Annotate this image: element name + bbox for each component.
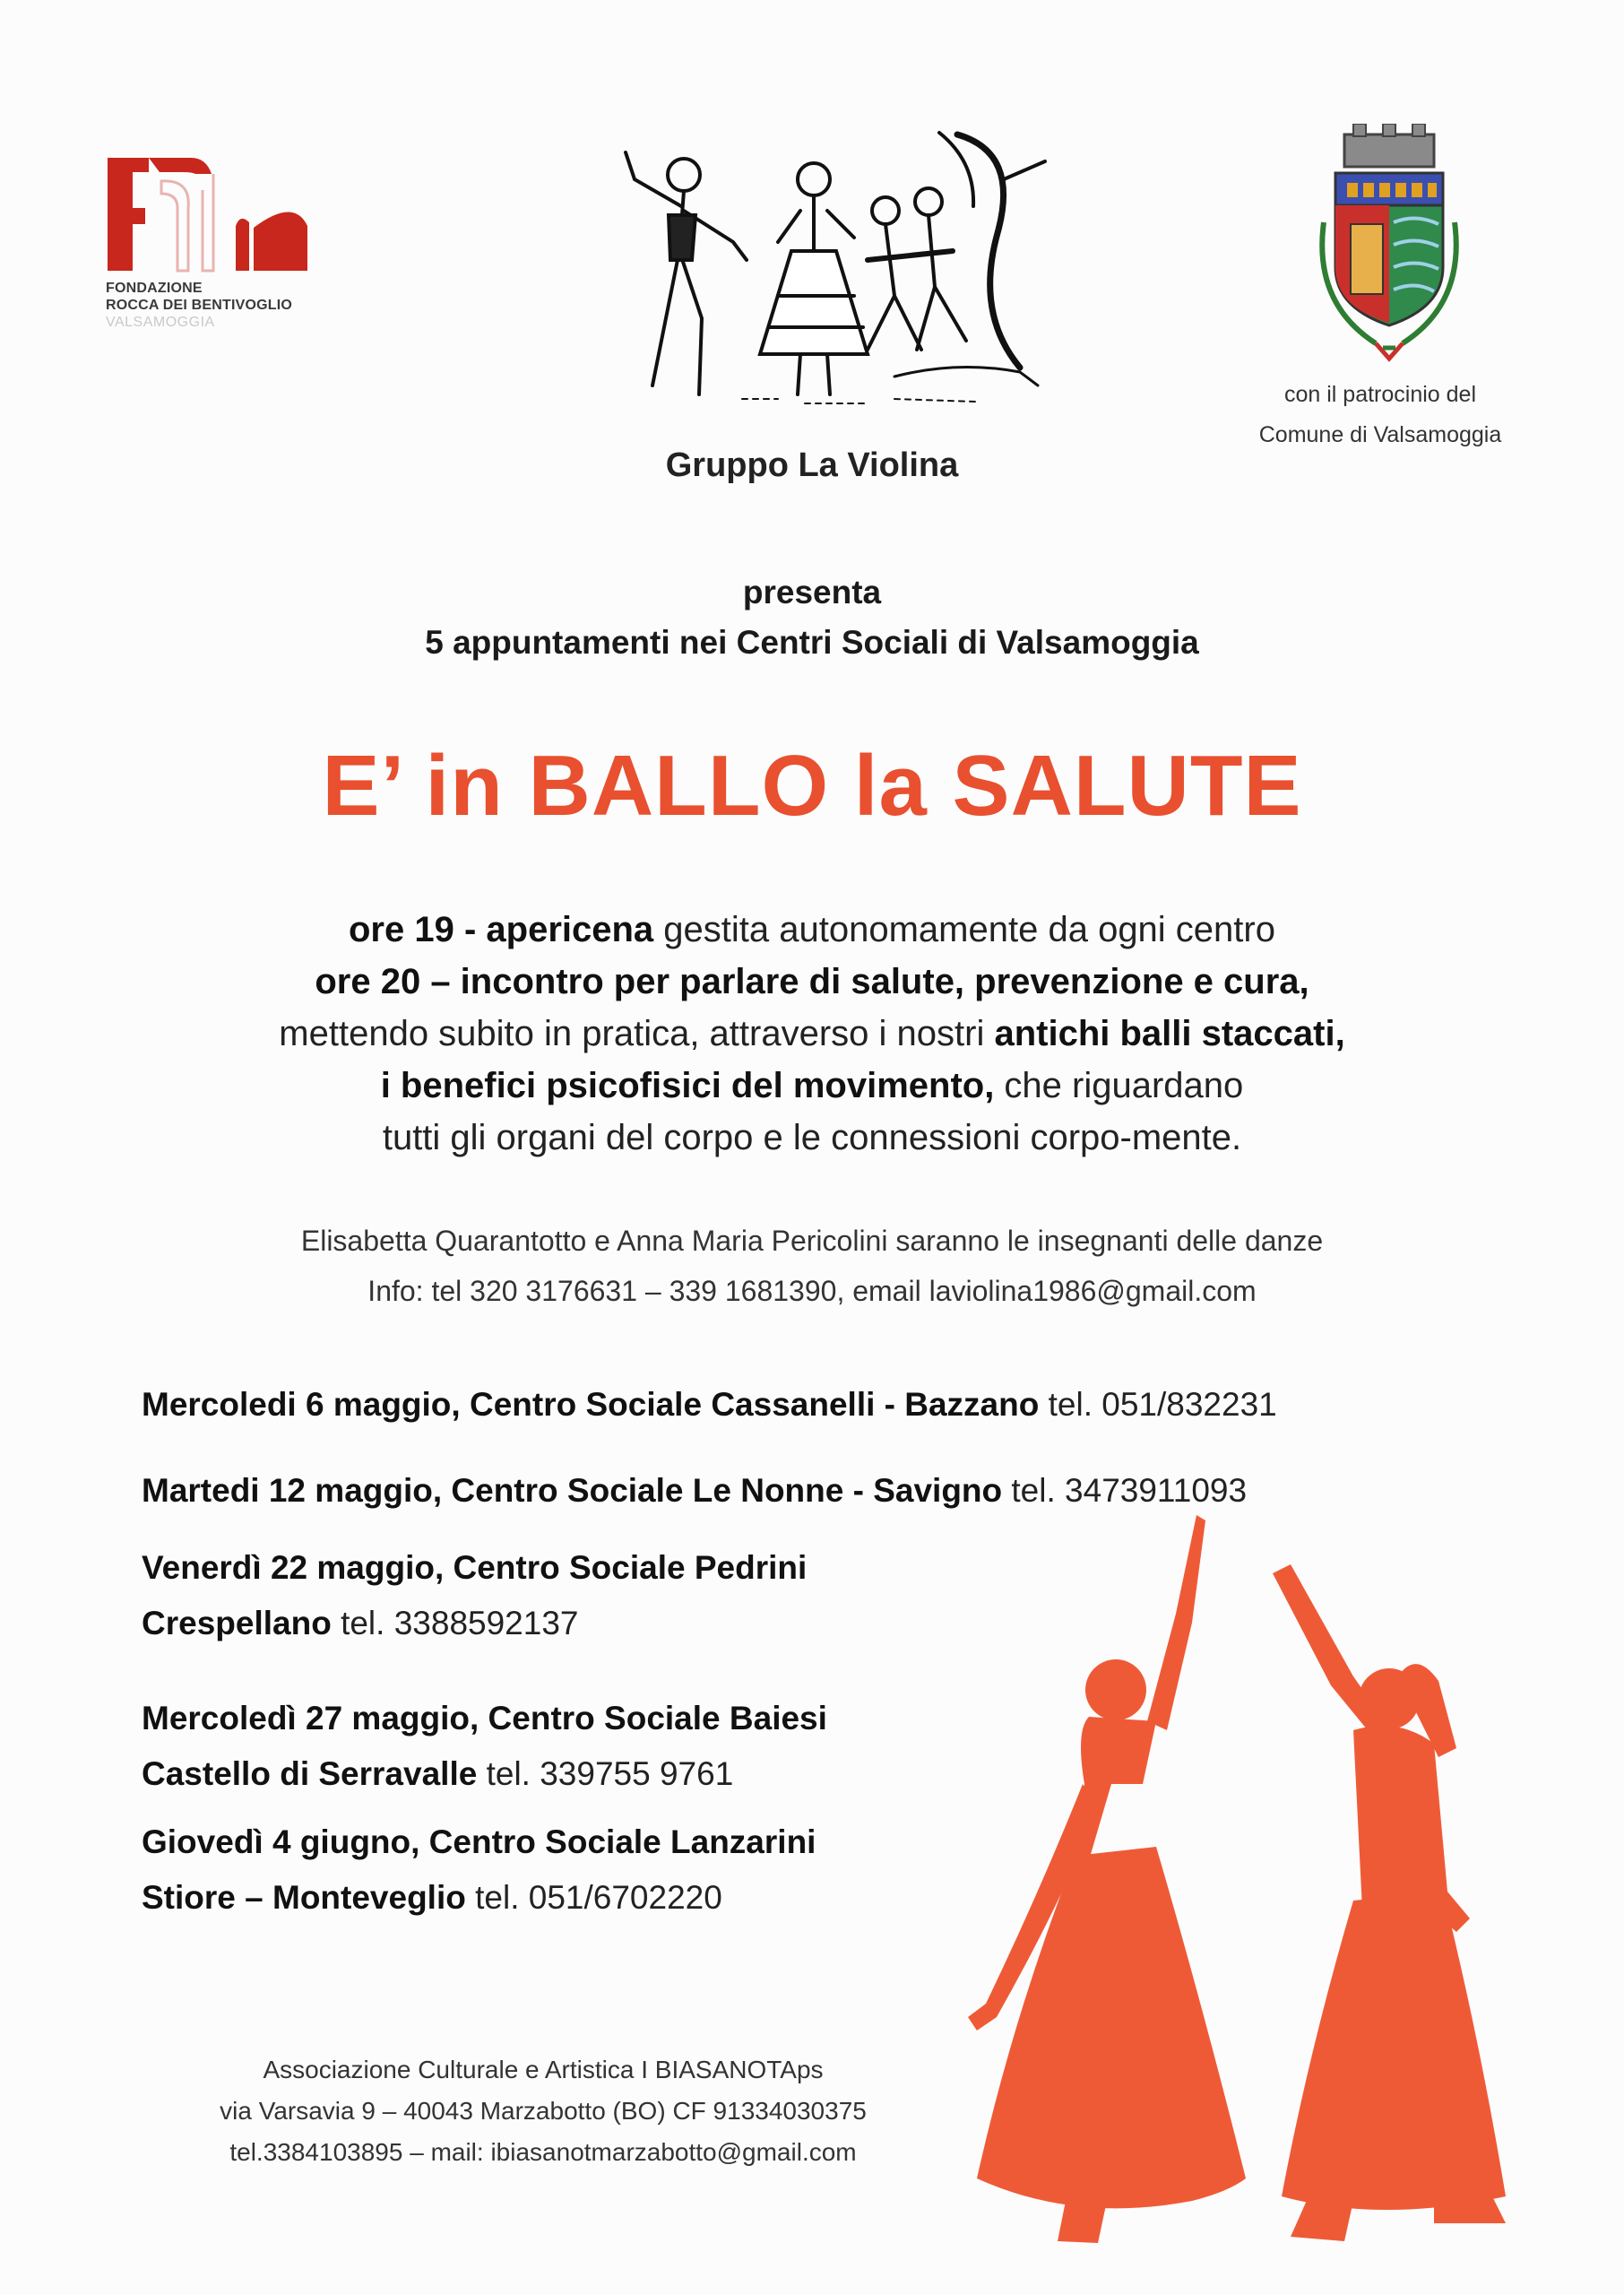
event-1-title: Mercoledi 6 maggio, Centro Sociale Cassanelli - Bazzano (142, 1386, 1040, 1423)
program-line5 (95, 1112, 1529, 1164)
event-4-place: Castello di Serravalle (142, 1755, 478, 1792)
event-2-title: Martedi 12 maggio, Centro Sociale Le Nonne - Savigno (142, 1472, 1003, 1509)
association-line2: via Varsavia 9 – 40043 Marzabotto (BO) CF 91334030375 (220, 2097, 867, 2125)
program-line3-bold: antichi balli staccati, (994, 1014, 1345, 1053)
patrocinio-line2: Comune di Valsamoggia (1258, 422, 1502, 447)
event-3-tel: tel. 3388592137 (331, 1605, 579, 1641)
event-3-place: Crespellano (142, 1605, 332, 1641)
event-2 (142, 1463, 1540, 1519)
event-5 (142, 1814, 1038, 1926)
page-title: E’ in BALLO la SALUTE (322, 738, 1302, 834)
event-2-tel: tel. 3473911093 (1002, 1472, 1248, 1509)
dance-engraving (599, 126, 1047, 408)
program-line4-bold: i benefici psicofisici del movimento, (380, 1066, 995, 1105)
event-4-title: Mercoledì 27 maggio, Centro Sociale Baiesi (142, 1700, 827, 1736)
association-line3: tel.3384103895 – mail: ibiasanotmarzabotto@gmail.com (229, 2138, 857, 2166)
program-line5-plain: tutti gli organi del corpo e le connessioni corpo-mente. (382, 1118, 1242, 1157)
association-footer (95, 2049, 991, 2173)
comune-crest (1304, 124, 1474, 366)
dance-engraving-icon (599, 126, 1047, 408)
program-line4-rest: che riguardano (994, 1066, 1244, 1105)
event-1 (142, 1377, 1540, 1433)
program-line1-bold: ore 19 - apericena (349, 910, 654, 949)
program-block (95, 904, 1529, 1164)
patrocinio-block (1201, 375, 1559, 455)
fondazione-line1: FONDAZIONE (106, 281, 203, 296)
info-contacts: Info: tel 320 3176631 – 339 1681390, email laviolina1986@gmail.com (367, 1275, 1257, 1307)
fondazione-logo-icon (106, 154, 321, 275)
event-5-title: Giovedì 4 giugno, Centro Sociale Lanzarini (142, 1823, 816, 1860)
program-line2-bold: ore 20 – incontro per parlare di salute, prevenzione e cura, (315, 962, 1309, 1001)
teachers-text: Elisabetta Quarantotto e Anna Maria Pericolini saranno le insegnanti delle danze (300, 1225, 1324, 1257)
program-line3 (95, 1008, 1529, 1060)
event-5-place: Stiore – Monteveglio (142, 1879, 466, 1916)
comune-crest-icon (1304, 124, 1474, 366)
dancers-silhouette-icon (932, 1515, 1542, 2250)
group-name: Gruppo La Violina (665, 446, 959, 484)
event-1-tel: tel. 051/832231 (1039, 1386, 1277, 1423)
event-5-tel: tel. 051/6702220 (465, 1879, 722, 1916)
fondazione-line3: VALSAMOGGIA (106, 315, 215, 330)
program-line1-rest: gestita autonomamente da ogni centro (653, 910, 1275, 949)
event-3-title: Venerdì 22 maggio, Centro Sociale Pedrini (142, 1549, 808, 1586)
event-4 (142, 1691, 1038, 1802)
appointments-subtitle: 5 appuntamenti nei Centri Sociali di Valsamoggia (425, 624, 1199, 661)
association-line1: Associazione Culturale e Artistica I BIASANOTAps (263, 2056, 824, 2083)
patrocinio-line1: con il patrocinio del (1283, 382, 1476, 407)
program-line1 (95, 904, 1529, 956)
program-line3-plain: mettendo subito in pratica, attraverso i nostri (279, 1014, 995, 1053)
program-line4 (95, 1060, 1529, 1112)
fondazione-line2: ROCCA DEI BENTIVOGLIO (106, 298, 293, 313)
program-line2 (95, 956, 1529, 1008)
event-3 (142, 1540, 1038, 1651)
presenta-text: presenta (742, 574, 882, 611)
event-4-tel: tel. 339755 9761 (477, 1755, 734, 1792)
fondazione-logo (106, 154, 357, 331)
dancers-silhouette (932, 1515, 1542, 2250)
